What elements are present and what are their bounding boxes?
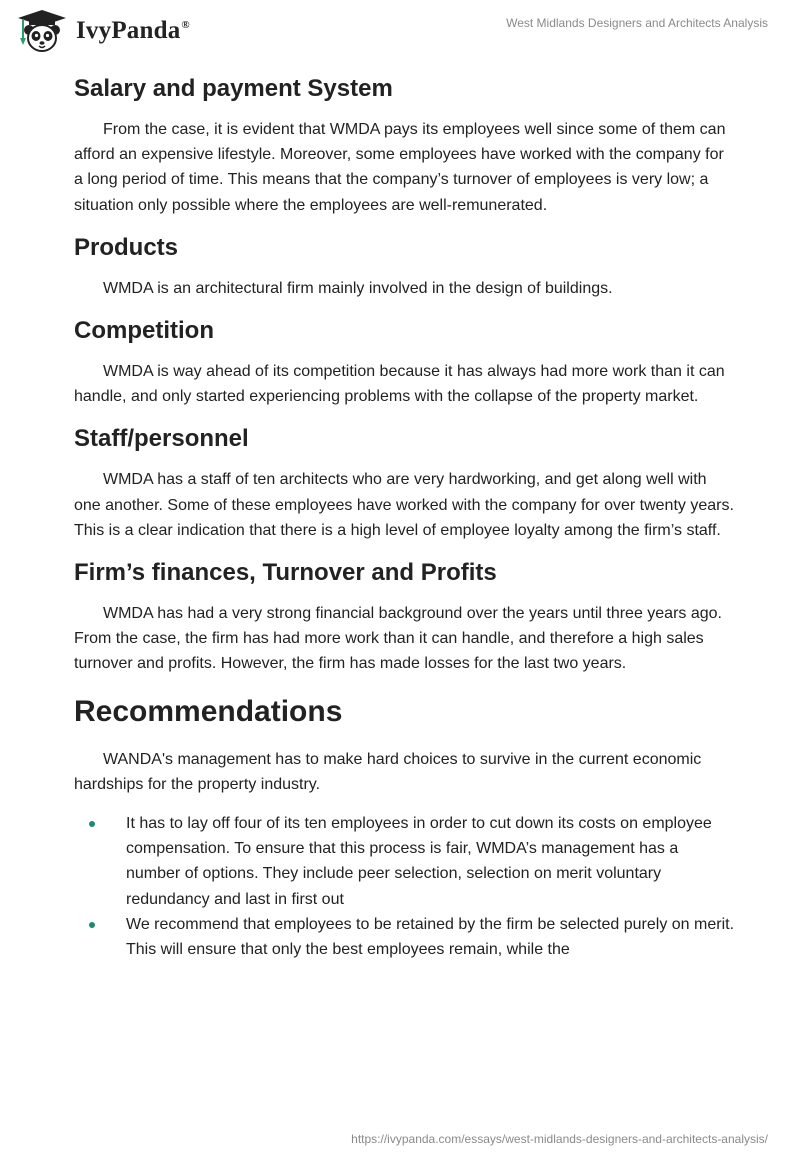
- section-paragraph-finances: WMDA has had a very strong financial background over the years until three years ago. From the case, the firm has had more work than it can handle, and therefore a high sales turnover and profits. However, the firm has made losses for the last two years.: [74, 605, 722, 673]
- document-title: West Midlands Designers and Architects Analysis: [506, 16, 768, 30]
- section-paragraph-products: WMDA is an architectural firm mainly involved in the design of buildings.: [103, 279, 613, 297]
- footer-url-link[interactable]: https://ivypanda.com/essays/west-midlands-designers-and-architects-analysis/: [351, 1132, 768, 1146]
- panda-graduate-icon: [14, 8, 70, 54]
- brand-name: IvyPanda®: [76, 17, 190, 44]
- list-item: It has to lay off four of its ten employees in order to cut down its costs on employee compensation. To ensure that this process is fair, WMDA’s management has a number of options. They include peer selection, selection on merit voluntary redundancy and last in first out: [74, 811, 734, 912]
- essay-content: [74, 72, 734, 962]
- recommendations-intro: WANDA's management has to make hard choices to survive in the current economic hardships for the property industry.: [74, 750, 702, 793]
- section-heading-finances: Firm’s finances, Turnover and Profits: [74, 559, 497, 587]
- bullet-icon: [89, 922, 95, 928]
- section-heading-products: Products: [74, 233, 179, 261]
- ivypanda-logo[interactable]: [14, 8, 190, 54]
- section-paragraph-competition: WMDA is way ahead of its competition because it has always had more work than it can handle, and only started experiencing problems with the collapse of the property market.: [74, 363, 725, 406]
- bullet-icon: [89, 821, 95, 827]
- list-item: We recommend that employees to be retained by the firm be selected purely on merit. This will ensure that only the best employees remain, while the: [74, 912, 734, 962]
- section-paragraph-salary: From the case, it is evident that WMDA pays its employees well since some of them can afford an expensive lifestyle. Moreover, some employees have worked with the company for a long period of time. This means that the company’s turnover of employees is very low; a situation only possible where the employees are well-remunerated.: [74, 121, 726, 214]
- section-heading-competition: Competition: [74, 317, 214, 345]
- page-header: [0, 0, 800, 60]
- recommendations-list: [74, 811, 734, 962]
- section-paragraph-staff: WMDA has a staff of ten architects who are very hardworking, and get along well with one another. Some of these employees have worked with the company for over twenty years. This is a clear indication that there is a high level of employee loyalty among the firm’s staff.: [74, 471, 734, 539]
- section-heading-salary: Salary and payment System: [74, 75, 393, 102]
- section-heading-staff: Staff/personnel: [74, 425, 249, 453]
- recommendations-heading: Recommendations: [74, 694, 343, 728]
